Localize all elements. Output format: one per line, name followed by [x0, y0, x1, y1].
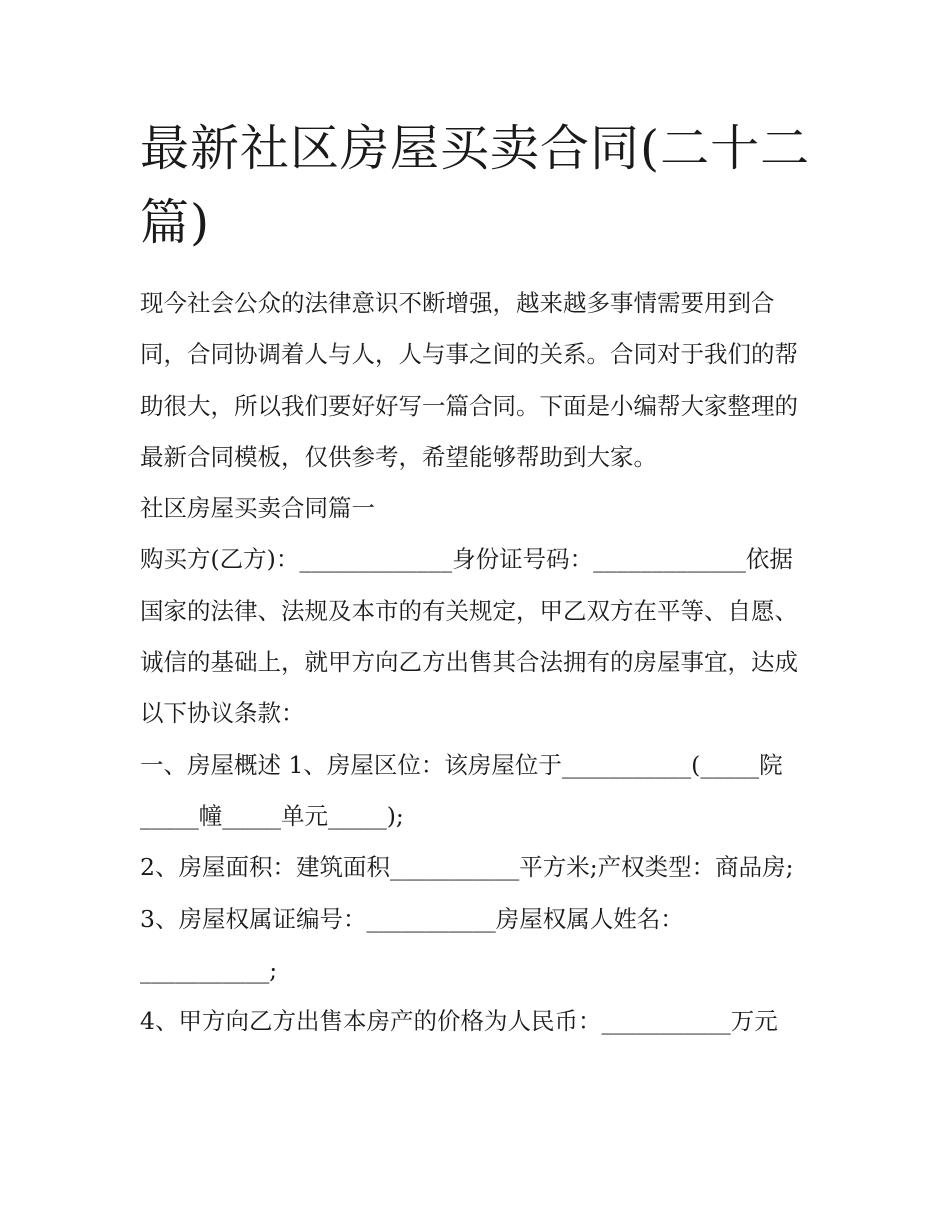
- section-heading: 社区房屋买卖合同篇一: [140, 494, 375, 523]
- document-body: [140, 278, 812, 1047]
- clause-location: 一、房屋概述 1、房屋区位：该房屋位于___________(_____院_____幢_____单元_____);: [140, 750, 783, 830]
- buyer-paragraph: 购买方(乙方)：_____________身份证号码：_____________依据国家的法律、法规及本市的有关规定，甲乙双方在平等、自愿、诚信的基础上，就甲方向乙方出售其合法拥有的房屋事宜，达成以下协议条款：: [140, 545, 798, 728]
- clause-certificate: 3、房屋权属证编号：___________房屋权属人姓名：___________;: [140, 904, 684, 984]
- clause-price: 4、甲方向乙方出售本房产的价格为人民币：___________万元: [140, 1007, 778, 1036]
- document-title: 最新社区房屋买卖合同(二十二篇): [140, 120, 811, 251]
- clause-area: 2、房屋面积：建筑面积___________平方米;产权类型：商品房;: [140, 853, 794, 882]
- intro-paragraph: 现今社会公众的法律意识不断增强，越来越多事情需要用到合同，合同协调着人与人，人与事之间的关系。合同对于我们的帮助很大，所以我们要好好写一篇合同。下面是小编帮大家整理的最新合同模板，仅供参考，希望能够帮助到大家。: [140, 289, 798, 471]
